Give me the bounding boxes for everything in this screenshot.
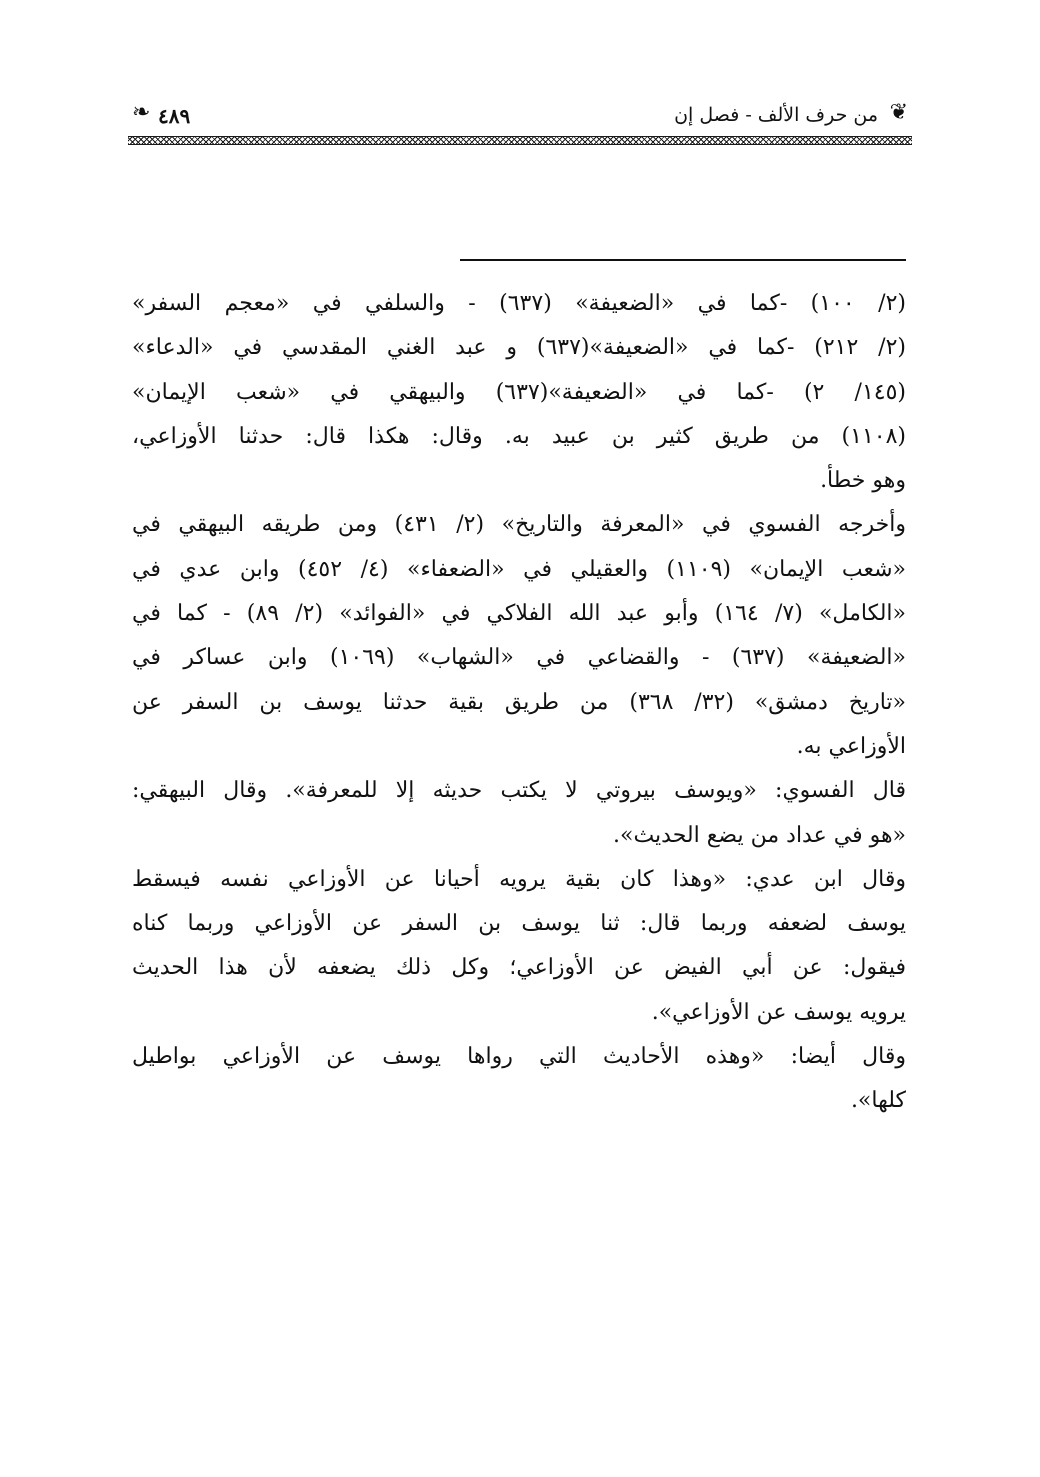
- text-line: يرويه يوسف عن الأوزاعي».: [651, 999, 906, 1025]
- running-title: من حرف الألف - فصل إن: [674, 104, 878, 126]
- footnote-separator: [460, 259, 906, 261]
- text-line: فيقول: عن أبي الفيض عن الأوزاعي؛ وكل ذلك يضعفه لأن هذا الحديث: [132, 955, 906, 981]
- text-line: (٢/ ٢١٢) -كما في «الضعيفة»(٦٣٧) و عبد الغني المقدسي في «الدعاء»: [132, 335, 906, 361]
- text-line: الأوزاعي به.: [796, 733, 906, 759]
- ornament-left-icon: ❧: [132, 100, 151, 125]
- header-decorative-rule: [128, 136, 912, 145]
- page-number: ٤٨٩: [158, 104, 191, 128]
- text-line: وهو خطأ.: [820, 468, 906, 494]
- footnote-body: [132, 282, 906, 1124]
- text-line: «الكامل» (٧/ ١٦٤) وأبو عبد الله الفلاكي في «الفوائد» (٢/ ٨٩) - كما في: [132, 601, 906, 627]
- text-line: «الضعيفة» (٦٣٧) - والقضاعي في «الشهاب» (١٠٦٩) وابن عساكر في: [132, 645, 906, 671]
- text-line: «تاريخ دمشق» (٣٢/ ٣٦٨) من طريق بقية حدثنا يوسف بن السفر عن: [132, 689, 906, 715]
- text-line: (١١٠٨) من طريق كثير بن عبيد به. وقال: هكذا قال: حدثنا الأوزاعي،: [132, 423, 906, 449]
- text-line: يوسف لضعفه وربما قال: ثنا يوسف بن السفر عن الأوزاعي وربما كناه: [132, 911, 906, 937]
- text-line: كلها».: [850, 1088, 906, 1114]
- text-line: (٢/ ١٠٠) -كما في «الضعيفة» (٦٣٧) - والسلفي في «معجم السفر»: [132, 291, 906, 316]
- ornament-right-icon: ❦: [889, 100, 908, 125]
- text-line: وأخرجه الفسوي في «المعرفة والتاريخ» (٢/ ٤٣١) ومن طريقه البيهقي في: [132, 512, 906, 538]
- text-line: وقال ابن عدي: «وهذا كان بقية يرويه أحيانا عن الأوزاعي نفسه فيسقط: [132, 866, 906, 892]
- text-line: «هو في عداد من يضع الحديث».: [612, 822, 906, 848]
- text-line: وقال أيضا: «وهذه الأحاديث التي رواها يوسف عن الأوزاعي بواطيل: [132, 1044, 906, 1070]
- text-line: (١٤٥/ ٢) -كما في «الضعيفة»(٦٣٧) والبيهقي في «شعب الإيمان»: [132, 379, 906, 405]
- text-line: «شعب الإيمان» (١١٠٩) والعقيلي في «الضعفاء» (٤/ ٤٥٢) وابن عدي في: [132, 556, 906, 582]
- text-line: قال الفسوي: «ويوسف بيروتي لا يكتب حديثه إلا للمعرفة». وقال البيهقي:: [132, 778, 906, 804]
- page-header: [128, 96, 912, 148]
